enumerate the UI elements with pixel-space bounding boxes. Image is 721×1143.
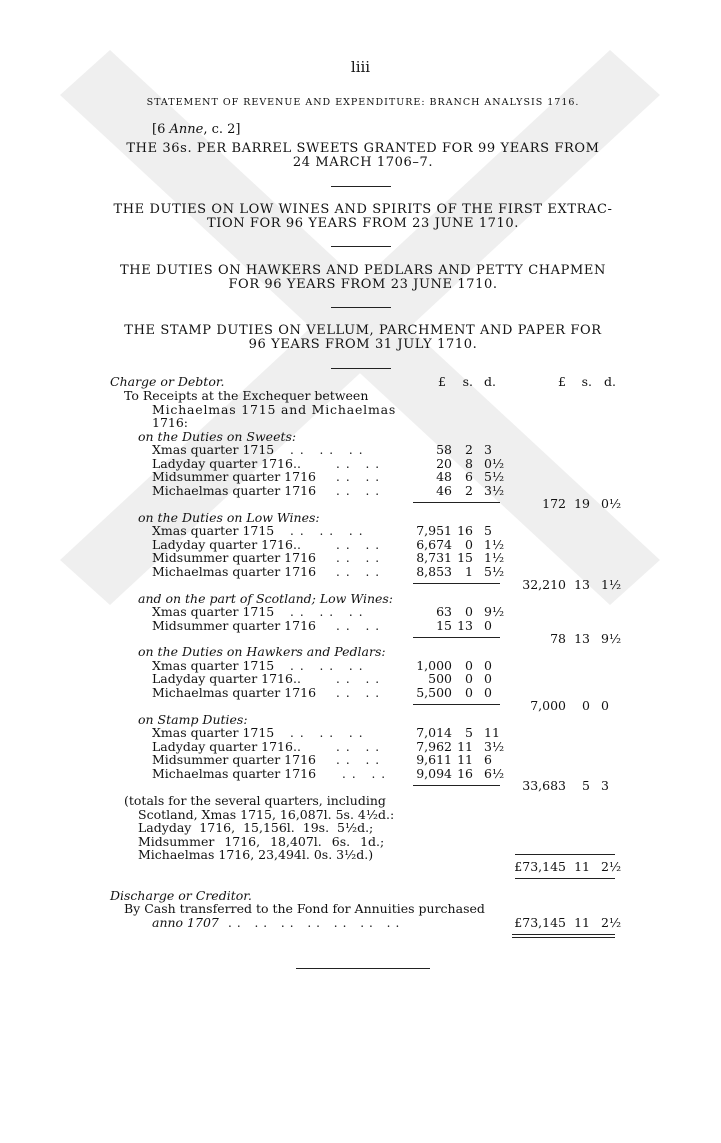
leader-dots: .. .. [336, 457, 386, 471]
group-total-pence: 0½ [601, 496, 622, 511]
row-pence: 5 [484, 523, 492, 538]
total-underline [515, 878, 615, 879]
group-total-pence: 1½ [601, 577, 622, 592]
col-shillings: s. [581, 374, 592, 389]
row-pounds: 6,674 [416, 537, 452, 552]
row-pence: 0½ [484, 456, 505, 471]
row-label: Xmas quarter 1715 [152, 725, 275, 740]
subtotal-rule [413, 637, 500, 638]
row-label: Midsummer quarter 1716 [152, 618, 316, 633]
row-shillings: 15 [457, 550, 473, 565]
row-pence: 0 [484, 671, 492, 686]
row-shillings: 16 [457, 766, 473, 781]
col-pounds: £ [558, 374, 566, 389]
row-shillings: 1 [465, 564, 473, 579]
row-label: Xmas quarter 1715 [152, 604, 275, 619]
row-pounds: 7,962 [416, 739, 452, 754]
group-title: and on the part of Scotland; Low Wines: [138, 591, 394, 606]
row-pence: 5½ [484, 469, 505, 484]
group-total-pence: 0 [601, 698, 609, 713]
intro-line: To Receipts at the Exchequer between [124, 388, 369, 403]
row-shillings: 8 [465, 456, 473, 471]
group-title: on the Duties on Sweets: [138, 429, 297, 444]
group-total-pounds: 32,210 [522, 577, 566, 592]
leader-dots: .. .. [336, 740, 386, 754]
group-total-shillings: 19 [574, 496, 590, 511]
row-pence: 3½ [484, 739, 505, 754]
page-number: liii [350, 58, 371, 76]
row-label: Xmas quarter 1715 [152, 658, 275, 673]
intro-line: Michaelmas 1715 and Michaelmas [152, 402, 397, 417]
row-label: Xmas quarter 1715 [152, 442, 275, 457]
divider [331, 307, 391, 308]
row-label: Ladyday quarter 1716.. [152, 537, 301, 552]
divider [331, 368, 391, 369]
leader-dots: .. .. .. [290, 443, 369, 457]
row-shillings: 11 [457, 752, 473, 767]
row-label: Midsummer quarter 1716 [152, 550, 316, 565]
leader-dots: .. .. .. [290, 726, 369, 740]
total-rule [515, 854, 615, 855]
row-label: Midsummer quarter 1716 [152, 469, 316, 484]
charge-label: Charge or Debtor. [110, 374, 225, 389]
row-pence: 3 [484, 442, 492, 457]
row-pounds: 7,951 [416, 523, 452, 538]
totals-note-line: Ladyday 1716, 15,156l. 19s. 5½d.; [138, 820, 374, 835]
totals-note-line: Scotland, Xmas 1715, 16,087l. 5s. 4½d.: [138, 807, 395, 822]
statute-reference: [6 Anne, c. 2] [152, 122, 241, 137]
totals-note-line: (totals for the several quarters, including [124, 793, 386, 808]
row-pence: 0 [484, 618, 492, 633]
row-shillings: 0 [465, 658, 473, 673]
group-total-pounds: 78 [550, 631, 566, 646]
row-shillings: 0 [465, 604, 473, 619]
col-pounds: £ [438, 374, 446, 389]
row-shillings: 13 [457, 618, 473, 633]
row-pence: 0 [484, 685, 492, 700]
col-pence: d. [484, 374, 496, 389]
row-pounds: 500 [428, 671, 452, 686]
row-pence: 6 [484, 752, 492, 767]
row-pence: 3½ [484, 483, 505, 498]
subtotal-rule [413, 785, 500, 786]
subtotal-rule [413, 583, 500, 584]
double-underline [512, 934, 615, 935]
row-label: Michaelmas quarter 1716 [152, 766, 317, 781]
totals-note-line: Midsummer 1716, 18,407l. 6s. 1d.; [138, 834, 385, 849]
row-pounds: 58 [436, 442, 452, 457]
row-label: Michaelmas quarter 1716 [152, 564, 317, 579]
page-subheading: STATEMENT OF REVENUE AND EXPENDITURE: BRANCH ANALYSIS 1716. [146, 97, 580, 108]
grand-total-shillings: 11 [574, 859, 590, 874]
row-pence: 9½ [484, 604, 505, 619]
group-title: on Stamp Duties: [138, 712, 248, 727]
heading-sweets: THE 36s. PER BARREL SWEETS GRANTED FOR 99 YEARS FROM 24 MARCH 1706–7. [126, 141, 600, 170]
row-shillings: 5 [465, 725, 473, 740]
row-label: Ladyday quarter 1716.. [152, 739, 301, 754]
discharge-total-pounds: £73,145 [514, 915, 566, 930]
divider [331, 246, 391, 247]
leader-dots: .. .. [336, 619, 386, 633]
group-total-shillings: 5 [582, 778, 590, 793]
double-underline [512, 937, 615, 938]
row-label: Michaelmas quarter 1716 [152, 483, 317, 498]
leader-dots: .. .. [336, 551, 386, 565]
discharge-label: Discharge or Creditor. [110, 888, 252, 903]
row-pounds: 1,000 [416, 658, 452, 673]
row-label: Michaelmas quarter 1716 [152, 685, 317, 700]
intro-line: 1716: [152, 415, 189, 430]
totals-note-line: Michaelmas 1716, 23,494l. 0s. 3½d.) [138, 847, 374, 862]
divider [331, 186, 391, 187]
leader-dots: .. .. .. .. .. .. .. [228, 916, 405, 930]
group-title: on the Duties on Low Wines: [138, 510, 320, 525]
leader-dots: .. .. [336, 470, 386, 484]
grand-total-pence: 2½ [601, 859, 622, 874]
grand-total-pounds: £73,145 [514, 859, 566, 874]
row-pence: 11 [484, 725, 500, 740]
leader-dots: .. .. [336, 565, 386, 579]
row-pence: 1½ [484, 550, 505, 565]
heading-hawkers: THE DUTIES ON HAWKERS AND PEDLARS AND PETTY CHAPMEN FOR 96 YEARS FROM 23 JUNE 1710. [120, 263, 606, 292]
row-pounds: 9,094 [416, 766, 452, 781]
row-shillings: 2 [465, 483, 473, 498]
discharge-line: By Cash transferred to the Fond for Annuities purchased [124, 901, 485, 916]
leader-dots: .. .. [336, 686, 386, 700]
leader-dots: .. .. [336, 484, 386, 498]
group-total-shillings: 13 [574, 631, 590, 646]
group-total-pounds: 172 [542, 496, 566, 511]
row-pounds: 15 [436, 618, 452, 633]
row-label: Midsummer quarter 1716 [152, 752, 316, 767]
row-shillings: 0 [465, 671, 473, 686]
group-total-pence: 9½ [601, 631, 622, 646]
leader-dots: .. .. .. [290, 659, 369, 673]
row-pounds: 5,500 [416, 685, 452, 700]
row-pence: 5½ [484, 564, 505, 579]
group-total-pounds: 33,683 [522, 778, 566, 793]
row-shillings: 0 [465, 685, 473, 700]
leader-dots: .. .. .. [290, 605, 369, 619]
discharge-total-pence: 2½ [601, 915, 622, 930]
row-pounds: 20 [436, 456, 452, 471]
row-pounds: 8,853 [416, 564, 452, 579]
subtotal-rule [413, 704, 500, 705]
row-shillings: 0 [465, 537, 473, 552]
group-title: on the Duties on Hawkers and Pedlars: [138, 644, 386, 659]
leader-dots: .. .. [336, 672, 386, 686]
row-label: Ladyday quarter 1716.. [152, 671, 301, 686]
group-total-pounds: 7,000 [530, 698, 566, 713]
row-pence: 0 [484, 658, 492, 673]
row-pence: 1½ [484, 537, 505, 552]
discharge-line: anno 1707 [152, 915, 219, 930]
group-total-shillings: 0 [582, 698, 590, 713]
group-total-shillings: 13 [574, 577, 590, 592]
row-pounds: 7,014 [416, 725, 452, 740]
leader-dots: .. .. [342, 767, 392, 781]
row-pounds: 9,611 [416, 752, 452, 767]
group-total-pence: 3 [601, 778, 609, 793]
row-label: Ladyday quarter 1716.. [152, 456, 301, 471]
leader-dots: .. .. [336, 538, 386, 552]
row-pounds: 8,731 [416, 550, 452, 565]
row-pence: 6½ [484, 766, 505, 781]
heading-stamp-duties: THE STAMP DUTIES ON VELLUM, PARCHMENT AND PAPER FOR 96 YEARS FROM 31 JULY 1710. [124, 323, 602, 352]
col-pence: d. [604, 374, 616, 389]
discharge-total-shillings: 11 [574, 915, 590, 930]
row-shillings: 6 [465, 469, 473, 484]
leader-dots: .. .. [336, 753, 386, 767]
col-shillings: s. [462, 374, 473, 389]
row-shillings: 16 [457, 523, 473, 538]
row-pounds: 48 [436, 469, 452, 484]
end-rule [296, 968, 430, 969]
leader-dots: .. .. .. [290, 524, 369, 538]
subtotal-rule [413, 502, 500, 503]
row-pounds: 46 [436, 483, 452, 498]
row-shillings: 11 [457, 739, 473, 754]
row-label: Xmas quarter 1715 [152, 523, 275, 538]
row-shillings: 2 [465, 442, 473, 457]
row-pounds: 63 [436, 604, 452, 619]
heading-low-wines: THE DUTIES ON LOW WINES AND SPIRITS OF THE FIRST EXTRAC- TION FOR 96 YEARS FROM 23 JUNE 1710. [113, 202, 613, 231]
